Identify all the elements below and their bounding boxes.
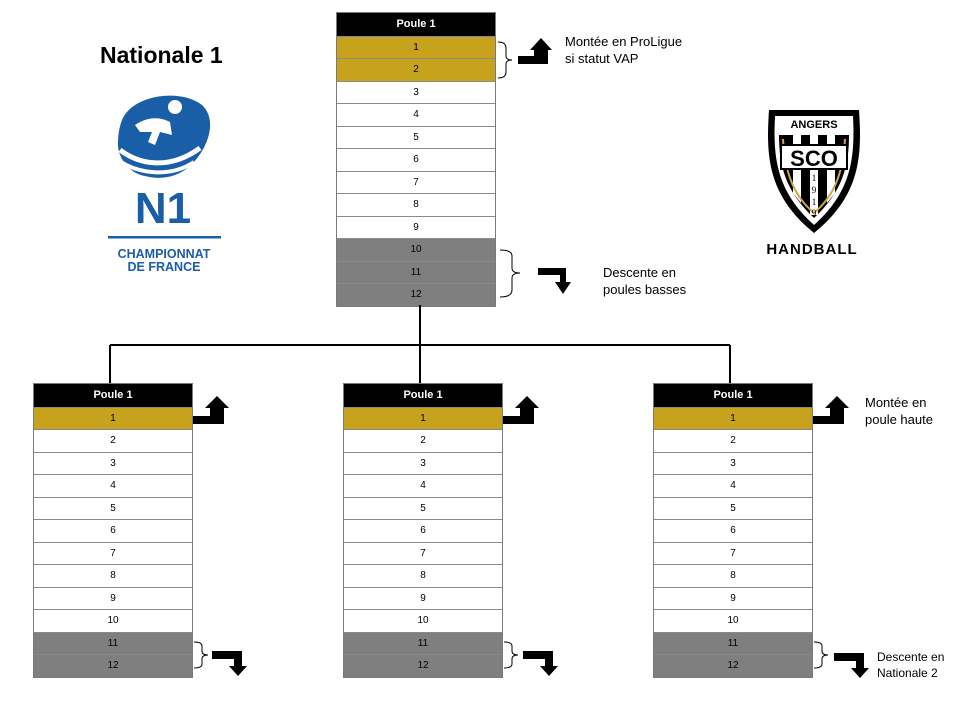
pool-row-rank-8: 8 — [34, 564, 192, 587]
pool-row-rank-3: 3 — [344, 452, 502, 475]
pool-row-rank-4: 4 — [337, 103, 495, 126]
brace-icon — [814, 642, 828, 668]
arrow-up-icon — [503, 396, 539, 424]
sco-year-digit-3: 1 — [811, 197, 817, 207]
sco-main-text: SCO — [790, 146, 838, 171]
note-line: Nationale 2 — [877, 666, 938, 680]
arrow-up-icon — [518, 38, 552, 64]
pool-row-rank-12: 12 — [337, 283, 495, 306]
note-line: Montée en — [865, 395, 927, 410]
note-line: Descente en — [877, 650, 945, 664]
pool-row-rank-12: 12 — [34, 654, 192, 677]
sco-bottom-text: HANDBALL — [766, 241, 858, 258]
pool-row-rank-12: 12 — [654, 654, 812, 677]
pool-row-rank-4: 4 — [654, 474, 812, 497]
brace-icon — [194, 642, 208, 668]
pool-row-rank-5: 5 — [344, 497, 502, 520]
note-promotion-upper-pool — [865, 394, 933, 428]
pool-row-rank-8: 8 — [344, 564, 502, 587]
pool-row-rank-10: 10 — [34, 609, 192, 632]
n1-letters: N1 — [134, 184, 192, 233]
brace-icon — [504, 642, 518, 668]
pool-row-rank-5: 5 — [337, 126, 495, 149]
pool-row-rank-3: 3 — [34, 452, 192, 475]
pool-row-rank-6: 6 — [344, 519, 502, 542]
pool-row-rank-10: 10 — [344, 609, 502, 632]
note-relegation-nationale-2 — [877, 649, 944, 681]
pool-row-rank-1: 1 — [344, 407, 502, 430]
page-title: Nationale 1 — [100, 42, 223, 68]
sco-year-digit-2: 9 — [811, 185, 817, 195]
brace-icon — [498, 42, 512, 78]
note-line: poule haute — [865, 412, 933, 427]
pool-row-rank-9: 9 — [344, 587, 502, 610]
n1-caption-line1: CHAMPIONNAT — [117, 247, 211, 261]
note-relegation-lower-pools — [603, 264, 686, 298]
tree-connector — [110, 305, 730, 383]
pool-row-rank-8: 8 — [654, 564, 812, 587]
pool-row-rank-11: 11 — [654, 632, 812, 655]
sco-year-digit-1: 1 — [811, 173, 817, 183]
pool-row-rank-10: 10 — [654, 609, 812, 632]
pool-row-rank-11: 11 — [337, 261, 495, 284]
arrow-down-icon — [523, 651, 558, 676]
pool-row-rank-2: 2 — [337, 58, 495, 81]
pool-row-rank-10: 10 — [337, 238, 495, 261]
pool-row-rank-1: 1 — [654, 407, 812, 430]
pool-row-rank-6: 6 — [34, 519, 192, 542]
sco-top-text: ANGERS — [790, 119, 838, 131]
pool-row-rank-11: 11 — [34, 632, 192, 655]
note-line: poules basses — [603, 282, 687, 297]
arrow-up-icon — [193, 396, 229, 424]
pool-row-rank-5: 5 — [34, 497, 192, 520]
pool-row-rank-1: 1 — [34, 407, 192, 430]
pool-row-rank-7: 7 — [654, 542, 812, 565]
pool-row-rank-5: 5 — [654, 497, 812, 520]
arrow-down-icon — [538, 268, 571, 294]
note-line: Descente en — [603, 265, 676, 280]
pool-row-rank-9: 9 — [654, 587, 812, 610]
pool-row-rank-8: 8 — [337, 193, 495, 216]
arrow-up-icon — [813, 396, 849, 424]
pool-row-rank-3: 3 — [337, 81, 495, 104]
pool-header: Poule 1 — [337, 13, 495, 36]
note-line: Montée en ProLigue — [565, 34, 683, 49]
pool-row-rank-4: 4 — [344, 474, 502, 497]
pool-row-rank-6: 6 — [337, 148, 495, 171]
pool-row-rank-2: 2 — [654, 429, 812, 452]
pool-header: Poule 1 — [34, 384, 192, 407]
pool-row-rank-9: 9 — [337, 216, 495, 239]
pool-header: Poule 1 — [344, 384, 502, 407]
pool-row-rank-2: 2 — [344, 429, 502, 452]
pool-row-rank-7: 7 — [337, 171, 495, 194]
pool-row-rank-4: 4 — [34, 474, 192, 497]
n1-caption-line2: DE FRANCE — [127, 260, 201, 274]
pool-row-rank-2: 2 — [34, 429, 192, 452]
arrow-down-icon — [212, 651, 247, 676]
note-promotion-proligue — [565, 33, 682, 67]
pool-row-rank-12: 12 — [344, 654, 502, 677]
pool-row-rank-3: 3 — [654, 452, 812, 475]
pool-row-rank-6: 6 — [654, 519, 812, 542]
sco-year-digit-4: 9 — [811, 208, 817, 218]
pool-row-rank-7: 7 — [344, 542, 502, 565]
brace-icon — [500, 250, 520, 297]
arrow-down-icon — [834, 653, 869, 678]
note-line: si statut VAP — [565, 51, 639, 66]
pool-row-rank-9: 9 — [34, 587, 192, 610]
pool-row-rank-1: 1 — [337, 36, 495, 59]
pool-row-rank-7: 7 — [34, 542, 192, 565]
pool-row-rank-11: 11 — [344, 632, 502, 655]
pool-header: Poule 1 — [654, 384, 812, 407]
